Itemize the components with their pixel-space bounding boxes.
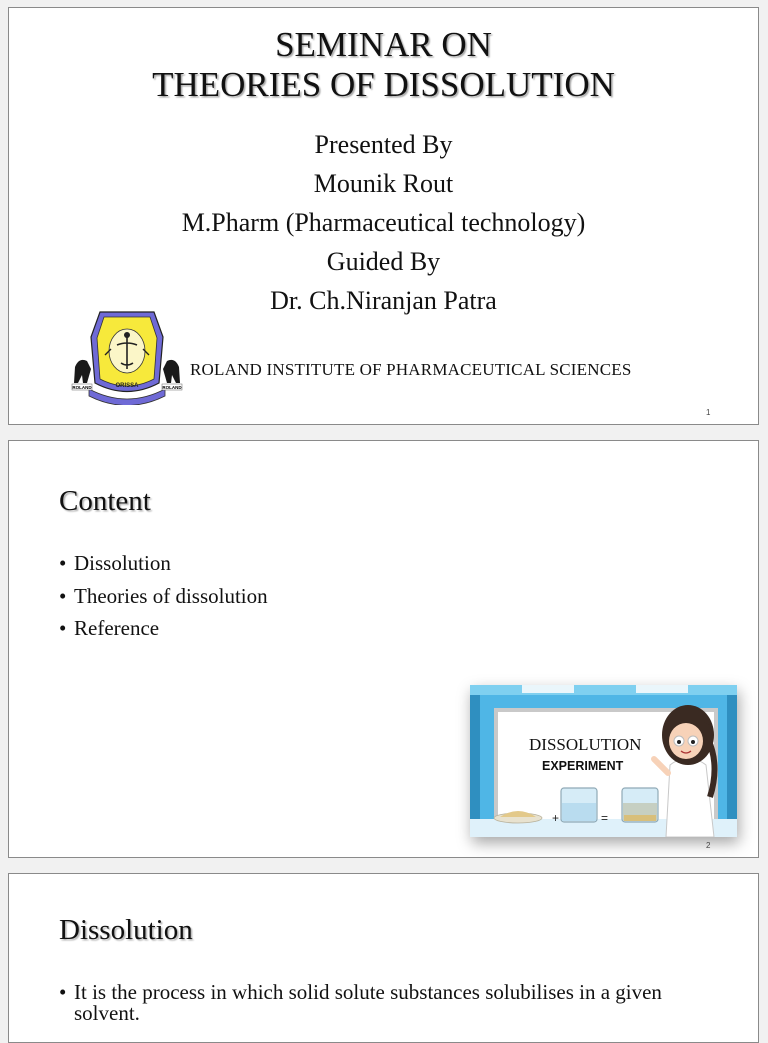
presented-by-label: Presented By bbox=[314, 130, 453, 159]
content-list bbox=[59, 982, 719, 1024]
bullet-line-1: It is the process in which solid solute substances solubilises in a given bbox=[74, 980, 662, 1004]
svg-text:=: = bbox=[601, 811, 609, 825]
bullet-dot: • bbox=[59, 583, 67, 608]
slide-3 bbox=[8, 873, 759, 1043]
illustration-title: DISSOLUTION bbox=[529, 735, 642, 754]
page-number: 2 bbox=[706, 841, 711, 850]
bullet-dot: • bbox=[59, 616, 67, 640]
list-item bbox=[59, 982, 719, 1024]
guide-name: Dr. Ch.Niranjan Patra bbox=[270, 286, 497, 315]
bullet-dot: • bbox=[59, 551, 67, 575]
slide-2 bbox=[8, 440, 759, 858]
slide-title-line-1: SEMINAR ON bbox=[275, 25, 492, 64]
institute-name: ROLAND INSTITUTE OF PHARMACEUTICAL SCIENCES bbox=[190, 360, 632, 379]
logo-left-label: ROLAND bbox=[72, 385, 92, 390]
slide-title: Content bbox=[59, 485, 151, 517]
logo-right-label: ROLAND bbox=[162, 385, 182, 390]
list-item: • Dissolution bbox=[59, 547, 268, 580]
bullet-line-2: solvent. bbox=[74, 1001, 140, 1025]
dissolution-illustration bbox=[470, 685, 737, 837]
illustration-subtitle: EXPERIMENT bbox=[542, 759, 624, 773]
slide-1 bbox=[8, 7, 759, 425]
slide-title: Dissolution bbox=[59, 914, 193, 946]
guided-by-label: Guided By bbox=[326, 247, 441, 276]
list-item: • Theories of dissolution bbox=[59, 580, 268, 613]
content-list bbox=[59, 547, 268, 645]
logo-bottom-label: ORISSA bbox=[115, 383, 139, 389]
slide-title-line-2: THEORIES OF DISSOLUTION bbox=[152, 65, 615, 104]
list-item: • Reference bbox=[59, 612, 268, 645]
bullet-dot: • bbox=[59, 980, 67, 1004]
presenter-name: Mounik Rout bbox=[313, 169, 454, 198]
institute-logo bbox=[69, 305, 185, 405]
svg-text:+: + bbox=[552, 811, 560, 825]
page-number: 1 bbox=[706, 408, 711, 417]
presenter-degree: M.Pharm (Pharmaceutical technology) bbox=[181, 208, 586, 237]
